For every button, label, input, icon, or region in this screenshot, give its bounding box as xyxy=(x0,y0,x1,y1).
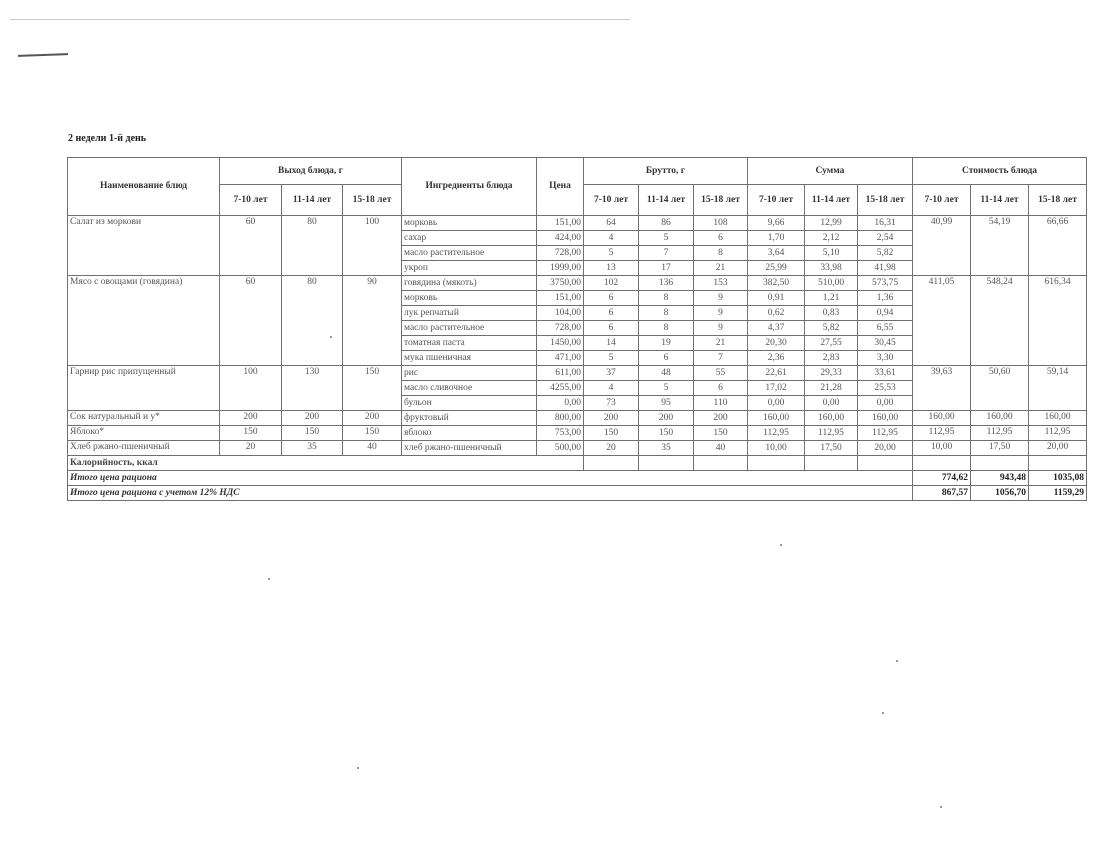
calories-cell xyxy=(748,456,805,471)
ingredient-brutto: 5 xyxy=(584,246,639,261)
scan-speck xyxy=(940,806,942,808)
ingredient-name: морковь xyxy=(402,216,537,231)
dish-cost: 112,95 xyxy=(1029,426,1087,441)
ingredient-price: 471,00 xyxy=(537,351,584,366)
header-brutto-age-0: 7-10 лет xyxy=(584,185,639,216)
dish-yield: 150 xyxy=(220,426,282,441)
header-sum: Сумма xyxy=(748,158,913,185)
dish-cost: 160,00 xyxy=(971,411,1029,426)
ingredient-price: 3750,00 xyxy=(537,276,584,291)
scan-speck xyxy=(357,767,359,769)
ingredient-price: 728,00 xyxy=(537,246,584,261)
ingredient-brutto: 150 xyxy=(694,426,748,441)
dish-yield: 80 xyxy=(282,216,343,276)
ingredient-brutto: 110 xyxy=(694,396,748,411)
dish-cost: 54,19 xyxy=(971,216,1029,276)
header-sum-age-0: 7-10 лет xyxy=(748,185,805,216)
dish-yield: 150 xyxy=(343,426,402,441)
ingredient-sum: 5,82 xyxy=(805,321,858,336)
ingredient-sum: 2,83 xyxy=(805,351,858,366)
ingredient-sum: 16,31 xyxy=(858,216,913,231)
ingredient-brutto: 48 xyxy=(639,366,694,381)
scan-speck xyxy=(882,712,884,714)
dish-cost: 411,05 xyxy=(913,276,971,366)
ingredient-price: 104,00 xyxy=(537,306,584,321)
ingredient-brutto: 8 xyxy=(639,321,694,336)
calories-cell xyxy=(913,456,971,471)
dish-cost: 17,50 xyxy=(971,441,1029,456)
ingredient-sum: 4,37 xyxy=(748,321,805,336)
ingredient-sum: 5,10 xyxy=(805,246,858,261)
dish-cost: 59,14 xyxy=(1029,366,1087,411)
dish-cost: 160,00 xyxy=(1029,411,1087,426)
ingredient-price: 728,00 xyxy=(537,321,584,336)
ingredient-sum: 20,30 xyxy=(748,336,805,351)
table-row xyxy=(68,426,1087,441)
total-value: 1159,29 xyxy=(1029,486,1087,501)
ingredient-price: 1999,00 xyxy=(537,261,584,276)
dish-yield: 200 xyxy=(220,411,282,426)
ingredient-sum: 3,30 xyxy=(858,351,913,366)
ingredient-sum: 30,45 xyxy=(858,336,913,351)
ingredient-brutto: 6 xyxy=(639,351,694,366)
ingredient-price: 1450,00 xyxy=(537,336,584,351)
ingredient-brutto: 5 xyxy=(639,381,694,396)
ingredient-brutto: 9 xyxy=(694,291,748,306)
header-sum-age-2: 15-18 лет xyxy=(858,185,913,216)
ingredient-brutto: 20 xyxy=(584,441,639,456)
ingredient-brutto: 153 xyxy=(694,276,748,291)
ingredient-name: укроп xyxy=(402,261,537,276)
ingredient-brutto: 64 xyxy=(584,216,639,231)
total-row xyxy=(68,486,1087,501)
page-title: 2 недели 1-й день xyxy=(68,133,147,144)
ingredient-brutto: 7 xyxy=(694,351,748,366)
calories-cell xyxy=(639,456,694,471)
ingredient-brutto: 8 xyxy=(639,291,694,306)
total-value: 943,48 xyxy=(971,471,1029,486)
scan-speck xyxy=(268,578,270,580)
ingredient-sum: 160,00 xyxy=(805,411,858,426)
ingredient-sum: 21,28 xyxy=(805,381,858,396)
dish-yield: 100 xyxy=(220,366,282,411)
dish-cost: 112,95 xyxy=(913,426,971,441)
total-value: 867,57 xyxy=(913,486,971,501)
ingredient-sum: 2,36 xyxy=(748,351,805,366)
ingredient-sum: 112,95 xyxy=(858,426,913,441)
calories-cell xyxy=(1029,456,1087,471)
dish-name: Сок натуральный и у* xyxy=(68,411,220,426)
ingredient-price: 611,00 xyxy=(537,366,584,381)
ingredient-brutto: 136 xyxy=(639,276,694,291)
menu-cost-table xyxy=(67,157,1087,501)
ingredient-brutto: 7 xyxy=(639,246,694,261)
ingredient-name: лук репчатый xyxy=(402,306,537,321)
ingredient-sum: 10,00 xyxy=(748,441,805,456)
header-ingredients: Ингредиенты блюда xyxy=(402,158,537,216)
dish-yield: 100 xyxy=(343,216,402,276)
ingredient-sum: 0,62 xyxy=(748,306,805,321)
ingredient-sum: 33,61 xyxy=(858,366,913,381)
dish-yield: 60 xyxy=(220,276,282,366)
ingredient-brutto: 73 xyxy=(584,396,639,411)
ingredient-brutto: 4 xyxy=(584,381,639,396)
scan-speck xyxy=(896,660,898,662)
ingredient-sum: 2,54 xyxy=(858,231,913,246)
ingredient-name: масло сливочное xyxy=(402,381,537,396)
header-brutto-age-2: 15-18 лет xyxy=(694,185,748,216)
ingredient-sum: 20,00 xyxy=(858,441,913,456)
ingredient-price: 424,00 xyxy=(537,231,584,246)
ingredient-sum: 0,00 xyxy=(748,396,805,411)
total-label: Итого цена рациона с учетом 12% НДС xyxy=(68,486,913,501)
ingredient-sum: 33,98 xyxy=(805,261,858,276)
dish-yield: 90 xyxy=(343,276,402,366)
scan-speck xyxy=(780,544,782,546)
ingredient-sum: 1,21 xyxy=(805,291,858,306)
ingredient-sum: 112,95 xyxy=(805,426,858,441)
dish-cost: 66,66 xyxy=(1029,216,1087,276)
ingredient-price: 151,00 xyxy=(537,291,584,306)
dish-yield: 80 xyxy=(282,276,343,366)
dish-name: Яблоко* xyxy=(68,426,220,441)
ingredient-sum: 0,94 xyxy=(858,306,913,321)
header-yield-age-2: 15-18 лет xyxy=(343,185,402,216)
dish-yield: 60 xyxy=(220,216,282,276)
ingredient-sum: 0,83 xyxy=(805,306,858,321)
total-label: Итого цена рациона xyxy=(68,471,913,486)
ingredient-brutto: 6 xyxy=(584,291,639,306)
dish-yield: 200 xyxy=(343,411,402,426)
scan-mark xyxy=(18,53,68,57)
calories-cell xyxy=(584,456,639,471)
ingredient-brutto: 150 xyxy=(584,426,639,441)
ingredient-brutto: 19 xyxy=(639,336,694,351)
ingredient-brutto: 6 xyxy=(694,231,748,246)
dish-cost: 39,63 xyxy=(913,366,971,411)
ingredient-sum: 573,75 xyxy=(858,276,913,291)
calories-row xyxy=(68,456,1087,471)
ingredient-brutto: 86 xyxy=(639,216,694,231)
ingredient-name: мука пшеничная xyxy=(402,351,537,366)
table-row xyxy=(68,411,1087,426)
ingredient-name: масло растительное xyxy=(402,321,537,336)
ingredient-sum: 0,00 xyxy=(858,396,913,411)
header-dish-name: Наименование блюд xyxy=(68,158,220,216)
ingredient-name: говядина (мякоть) xyxy=(402,276,537,291)
ingredient-brutto: 5 xyxy=(584,351,639,366)
ingredient-brutto: 4 xyxy=(584,231,639,246)
table-row xyxy=(68,216,1087,231)
ingredient-name: рис xyxy=(402,366,537,381)
ingredient-price: 151,00 xyxy=(537,216,584,231)
dish-cost: 50,60 xyxy=(971,366,1029,411)
ingredient-sum: 41,98 xyxy=(858,261,913,276)
ingredient-brutto: 6 xyxy=(694,381,748,396)
ingredient-brutto: 200 xyxy=(694,411,748,426)
dish-cost: 40,99 xyxy=(913,216,971,276)
ingredient-sum: 12,99 xyxy=(805,216,858,231)
header-cost-age-2: 15-18 лет xyxy=(1029,185,1087,216)
calories-cell xyxy=(694,456,748,471)
table-row xyxy=(68,366,1087,381)
ingredient-sum: 0,00 xyxy=(805,396,858,411)
ingredient-sum: 9,66 xyxy=(748,216,805,231)
ingredient-name: фруктовый xyxy=(402,411,537,426)
ingredient-price: 800,00 xyxy=(537,411,584,426)
ingredient-brutto: 9 xyxy=(694,321,748,336)
ingredient-brutto: 17 xyxy=(639,261,694,276)
total-value: 1056,70 xyxy=(971,486,1029,501)
ingredient-brutto: 13 xyxy=(584,261,639,276)
calories-cell xyxy=(805,456,858,471)
dish-name: Гарнир рис припущенный xyxy=(68,366,220,411)
scan-speck xyxy=(330,336,332,338)
ingredient-name: яблоко xyxy=(402,426,537,441)
header-yield-age-1: 11-14 лет xyxy=(282,185,343,216)
ingredient-brutto: 150 xyxy=(639,426,694,441)
dish-yield: 35 xyxy=(282,441,343,456)
table-row xyxy=(68,441,1087,456)
ingredient-price: 753,00 xyxy=(537,426,584,441)
ingredient-brutto: 40 xyxy=(694,441,748,456)
ingredient-name: масло растительное xyxy=(402,246,537,261)
ingredient-name: томатная паста xyxy=(402,336,537,351)
header-cost: Стоимость блюда xyxy=(913,158,1087,185)
total-row xyxy=(68,471,1087,486)
ingredient-sum: 29,33 xyxy=(805,366,858,381)
dish-yield: 150 xyxy=(282,426,343,441)
ingredient-sum: 160,00 xyxy=(748,411,805,426)
dish-yield: 40 xyxy=(343,441,402,456)
ingredient-sum: 25,53 xyxy=(858,381,913,396)
ingredient-brutto: 108 xyxy=(694,216,748,231)
ingredient-price: 4255,00 xyxy=(537,381,584,396)
ingredient-sum: 17,02 xyxy=(748,381,805,396)
ingredient-name: морковь xyxy=(402,291,537,306)
ingredient-brutto: 102 xyxy=(584,276,639,291)
header-cost-age-0: 7-10 лет xyxy=(913,185,971,216)
scan-edge-line xyxy=(10,19,630,20)
dish-cost: 112,95 xyxy=(971,426,1029,441)
ingredient-brutto: 200 xyxy=(584,411,639,426)
ingredient-sum: 17,50 xyxy=(805,441,858,456)
ingredient-sum: 160,00 xyxy=(858,411,913,426)
dish-yield: 130 xyxy=(282,366,343,411)
calories-cell xyxy=(971,456,1029,471)
ingredient-brutto: 8 xyxy=(694,246,748,261)
dish-cost: 10,00 xyxy=(913,441,971,456)
header-brutto: Брутто, г xyxy=(584,158,748,185)
ingredient-brutto: 95 xyxy=(639,396,694,411)
dish-cost: 20,00 xyxy=(1029,441,1087,456)
ingredient-brutto: 21 xyxy=(694,261,748,276)
total-value: 774,62 xyxy=(913,471,971,486)
ingredient-brutto: 35 xyxy=(639,441,694,456)
dish-yield: 150 xyxy=(343,366,402,411)
ingredient-sum: 2,12 xyxy=(805,231,858,246)
ingredient-brutto: 21 xyxy=(694,336,748,351)
header-price: Цена xyxy=(537,158,584,216)
dish-cost: 160,00 xyxy=(913,411,971,426)
dish-name: Мясо с овощами (говядина) xyxy=(68,276,220,366)
dish-cost: 616,34 xyxy=(1029,276,1087,366)
ingredient-sum: 3,64 xyxy=(748,246,805,261)
total-value: 1035,08 xyxy=(1029,471,1087,486)
ingredient-sum: 382,50 xyxy=(748,276,805,291)
ingredient-brutto: 5 xyxy=(639,231,694,246)
calories-label: Калорийность, ккал xyxy=(68,456,584,471)
ingredient-sum: 22,61 xyxy=(748,366,805,381)
ingredient-brutto: 37 xyxy=(584,366,639,381)
dish-yield: 20 xyxy=(220,441,282,456)
ingredient-brutto: 200 xyxy=(639,411,694,426)
dish-cost: 548,24 xyxy=(971,276,1029,366)
ingredient-name: хлеб ржано-пшеничный xyxy=(402,441,537,456)
ingredient-sum: 6,55 xyxy=(858,321,913,336)
ingredient-name: бульон xyxy=(402,396,537,411)
ingredient-sum: 25,99 xyxy=(748,261,805,276)
header-cost-age-1: 11-14 лет xyxy=(971,185,1029,216)
ingredient-sum: 510,00 xyxy=(805,276,858,291)
dish-name: Хлеб ржано-пшеничный xyxy=(68,441,220,456)
ingredient-sum: 1,70 xyxy=(748,231,805,246)
ingredient-price: 0,00 xyxy=(537,396,584,411)
calories-cell xyxy=(858,456,913,471)
ingredient-sum: 0,91 xyxy=(748,291,805,306)
ingredient-brutto: 14 xyxy=(584,336,639,351)
ingredient-brutto: 6 xyxy=(584,321,639,336)
dish-yield: 200 xyxy=(282,411,343,426)
ingredient-brutto: 9 xyxy=(694,306,748,321)
ingredient-brutto: 8 xyxy=(639,306,694,321)
table-row xyxy=(68,276,1087,291)
ingredient-sum: 27,55 xyxy=(805,336,858,351)
dish-name: Салат из моркови xyxy=(68,216,220,276)
ingredient-name: сахар xyxy=(402,231,537,246)
ingredient-sum: 1,36 xyxy=(858,291,913,306)
ingredient-brutto: 55 xyxy=(694,366,748,381)
ingredient-price: 500,00 xyxy=(537,441,584,456)
header-sum-age-1: 11-14 лет xyxy=(805,185,858,216)
ingredient-sum: 112,95 xyxy=(748,426,805,441)
header-yield-age-0: 7-10 лет xyxy=(220,185,282,216)
ingredient-sum: 5,82 xyxy=(858,246,913,261)
header-yield: Выход блюда, г xyxy=(220,158,402,185)
header-brutto-age-1: 11-14 лет xyxy=(639,185,694,216)
ingredient-brutto: 6 xyxy=(584,306,639,321)
